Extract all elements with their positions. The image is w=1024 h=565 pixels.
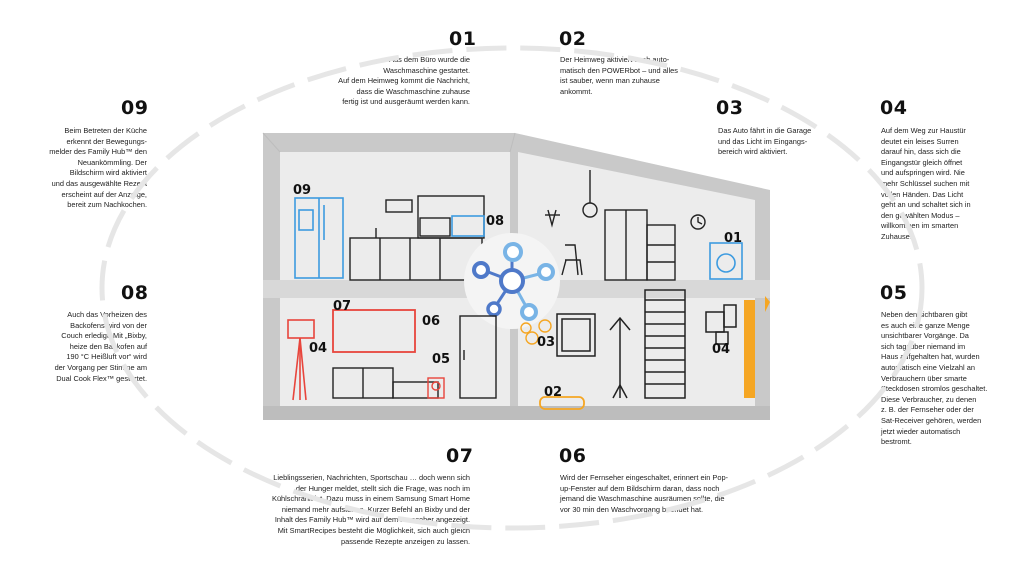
step-09-text: Beim Betreten der Küche erkennt der Bewegungs- melder des Family Hub™ den Neuankömmling. Der Bildschirm wird aktiviert und das ausgewählte Rezept erscheint auf der Anzeige, bereit zum Nachkochen. <box>49 126 147 210</box>
step-07-text: Lieblingsserien, Nachrichten, Sportschau … doch wenn sich der Hunger meldet, stellt sich die Frage, was noch im Kühlschrank ist. Dazu muss in einem Samsung Smart Home niemand mehr aufstehen. Kurzer Befehl an Bixby und der Inhalt des Family Hub™ wird auf dem Fernseher angezeigt. Mit SmartRecipes besteht die Möglichkeit, sich auch gleich passende Rezepte anzeigen zu lassen. <box>272 473 470 546</box>
step-02-text: Der Heimweg aktiviert auch auto- matisch den POWERbot – und alles ist sauber, wenn man zuhause ankommt. <box>560 55 678 96</box>
step-09-number: 09 <box>121 97 149 119</box>
house-label-02: 02 <box>544 385 563 400</box>
house-label-07: 07 <box>333 299 352 314</box>
step-04-text: Auf dem Weg zur Haustür deutet ein leises Surren darauf hin, dass sich die Eingangstür gleich öffnet und aufspringen wird. Nie mehr Schlüssel suchen mit vollen Händen. Das Licht geht an und schaltet sich in den gewählten Modus – willkommen im smarten Zuhause. <box>881 126 971 241</box>
smartthings-hub <box>464 233 560 329</box>
step-03-text: Das Auto fährt in die Garage und das Licht im Eingangs- bereich wird aktiviert. <box>718 126 812 157</box>
step-03-number: 03 <box>716 97 744 119</box>
step-06-number: 06 <box>559 445 587 467</box>
house-label-09: 09 <box>293 183 312 198</box>
house-label-03: 03 <box>537 335 556 350</box>
step-01-text: Aus dem Büro wurde die Waschmaschine gestartet. Auf dem Heimweg kommt die Nachricht, dass die Waschmaschine zuhause fertig ist und ausgeräumt werden kann. <box>338 55 470 107</box>
step-05-text: Neben den sichtbaren gibt es auch eine ganze Menge unsichtbarer Vorgänge. Da sich tagsüber niemand im Haus aufgehalten hat, wurden automatisch eine Vielzahl an Verbrauchern über smarte Steckdosen stromlos geschaltet. Diese Verbraucher, zu denen z. B. der Fernseher oder der Sat-Receiver gehören, werden jetzt wieder automatisch bestromt. <box>881 310 988 447</box>
step-07-number: 07 <box>446 445 474 467</box>
house-label-04-living: 04 <box>309 341 328 356</box>
step-01-number: 01 <box>449 28 477 50</box>
step-08-text: Auch das Vorheizen des Backofens wird von der Couch erledigt. Mit „Bixby, heize den Backofen auf 190 °C Heißluft vor“ wird der Vorgang per Stimme am Dual Cook Flex™ gestartet. <box>54 310 147 383</box>
house-label-06: 06 <box>422 314 441 329</box>
step-02-number: 02 <box>559 28 587 50</box>
house-label-05: 05 <box>432 352 451 367</box>
step-08-number: 08 <box>121 282 149 304</box>
step-05-number: 05 <box>880 282 908 304</box>
step-06-text: Wird der Fernseher eingeschaltet, erinnert ein Pop- up-Fenster auf dem Bildschirm daran, dass noch jemand die Waschmaschine ausräumen sollte, die vor 30 min den Waschvorgang beendet hat. <box>560 473 729 514</box>
house-label-04-hall: 04 <box>712 342 731 357</box>
house-label-08: 08 <box>486 214 505 229</box>
house-label-01: 01 <box>724 231 743 246</box>
step-04-number: 04 <box>880 97 908 119</box>
